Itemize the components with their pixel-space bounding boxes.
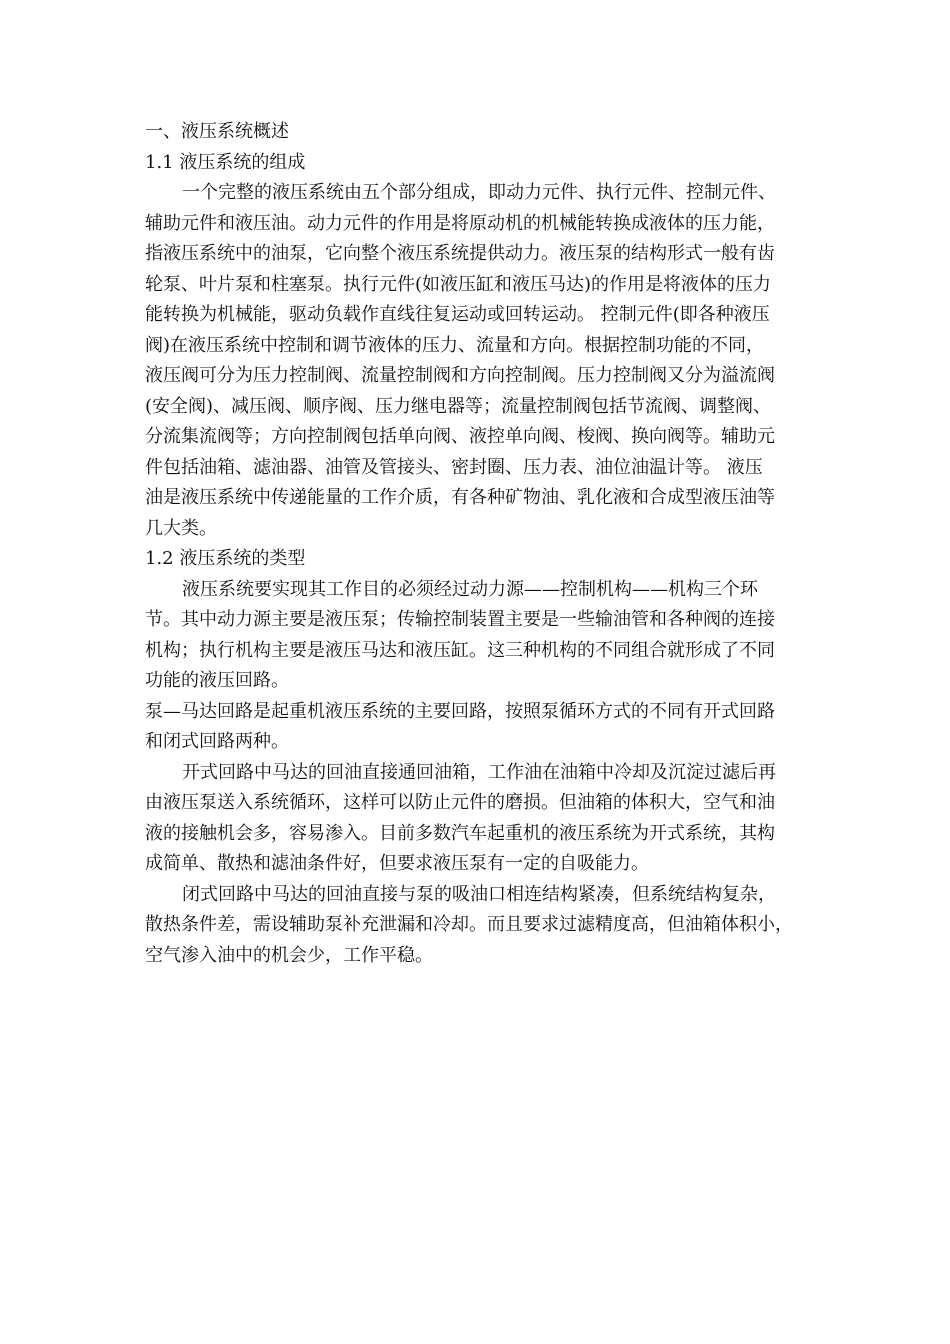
paragraph-line: 轮泵、叶片泵和柱塞泵。执行元件(如液压缸和液压马达)的作用是将液体的压力 xyxy=(145,273,772,295)
paragraph-line: 阀)在液压系统中控制和调节液体的压力、流量和方向。根据控制功能的不同， xyxy=(145,334,765,356)
paragraph-line: 液的接触机会多，容易渗入。目前多数汽车起重机的液压系统为开式系统，其构 xyxy=(145,822,775,844)
paragraph-line: 分流集流阀等；方向控制阀包括单向阀、液控单向阀、梭阀、换向阀等。辅助元 xyxy=(145,426,775,447)
paragraph-line: 节。其中动力源主要是液压泵；传输控制装置主要是一些输油管和各种阀的连接 xyxy=(145,609,775,630)
paragraph-line: (安全阀)、减压阀、顺序阀、压力继电器等；流量控制阀包括节流阀、调整阀、 xyxy=(145,395,772,417)
paragraph-line: 液压系统要实现其工作目的必须经过动力源——控制机构——机构三个环 xyxy=(182,578,758,600)
paragraph-line: 件包括油箱、滤油器、油管及管接头、密封圈、压力表、油位油温计等。 液压 xyxy=(145,456,763,478)
paragraph-line: 泵—马达回路是起重机液压系统的主要回路，按照泵循环方式的不同有开式回路 xyxy=(145,700,775,722)
paragraph-open-circuit xyxy=(145,758,820,880)
paragraph-composition xyxy=(145,178,820,544)
paragraph-line: 功能的液压回路。 xyxy=(145,670,289,691)
paragraph-line: 散热条件差，需设辅助泵补充泄漏和冷却。而且要求过滤精度高，但油箱体积小， xyxy=(145,914,793,935)
paragraph-line: 开式回路中马达的回油直接通回油箱，工作油在油箱中冷却及沉淀过滤后再 xyxy=(182,761,776,783)
subsection-heading-1-1: 1.1 液压系统的组成 xyxy=(145,151,306,173)
paragraph-line: 一个完整的液压系统由五个部分组成，即动力元件、执行元件、控制元件、 xyxy=(182,182,776,203)
paragraph-line: 空气渗入油中的机会少，工作平稳。 xyxy=(145,944,433,966)
paragraph-line: 辅助元件和液压油。动力元件的作用是将原动机的机械能转换成液体的压力能， xyxy=(145,212,775,234)
paragraph-line: 几大类。 xyxy=(145,517,217,539)
paragraph-line: 机构；执行机构主要是液压马达和液压缸。这三种机构的不同组合就形成了不同 xyxy=(145,639,775,661)
paragraph-line: 由液压泵送入系统循环，这样可以防止元件的磨损。但油箱的体积大，空气和油 xyxy=(145,792,775,813)
paragraph-types-intro xyxy=(145,575,820,697)
paragraph-line: 油是液压系统中传递能量的工作介质，有各种矿物油、乳化液和合成型液压油等 xyxy=(145,487,775,508)
paragraph-pump-motor xyxy=(145,697,820,758)
subsection-heading-1-2: 1.2 液压系统的类型 xyxy=(145,548,306,569)
section-title: 一、液压系统概述 xyxy=(145,121,289,142)
paragraph-line: 成简单、散热和滤油条件好，但要求液压泵有一定的自吸能力。 xyxy=(145,853,649,874)
paragraph-line: 液压阀可分为压力控制阀、流量控制阀和方向控制阀。压力控制阀又分为溢流阀 xyxy=(145,365,775,386)
paragraph-line: 闭式回路中马达的回油直接与泵的吸油口相连结构紧凑，但系统结构复杂， xyxy=(182,883,776,905)
paragraph-line: 和闭式回路两种。 xyxy=(145,731,289,752)
paragraph-line: 指液压系统中的油泵，它向整个液压系统提供动力。液压泵的结构形式一般有齿 xyxy=(145,243,775,264)
paragraph-line: 能转换为机械能，驱动负载作直线往复运动或回转运动。 控制元件(即各种液压 xyxy=(145,304,770,325)
paragraph-closed-circuit xyxy=(145,880,820,972)
document-body xyxy=(145,117,820,971)
